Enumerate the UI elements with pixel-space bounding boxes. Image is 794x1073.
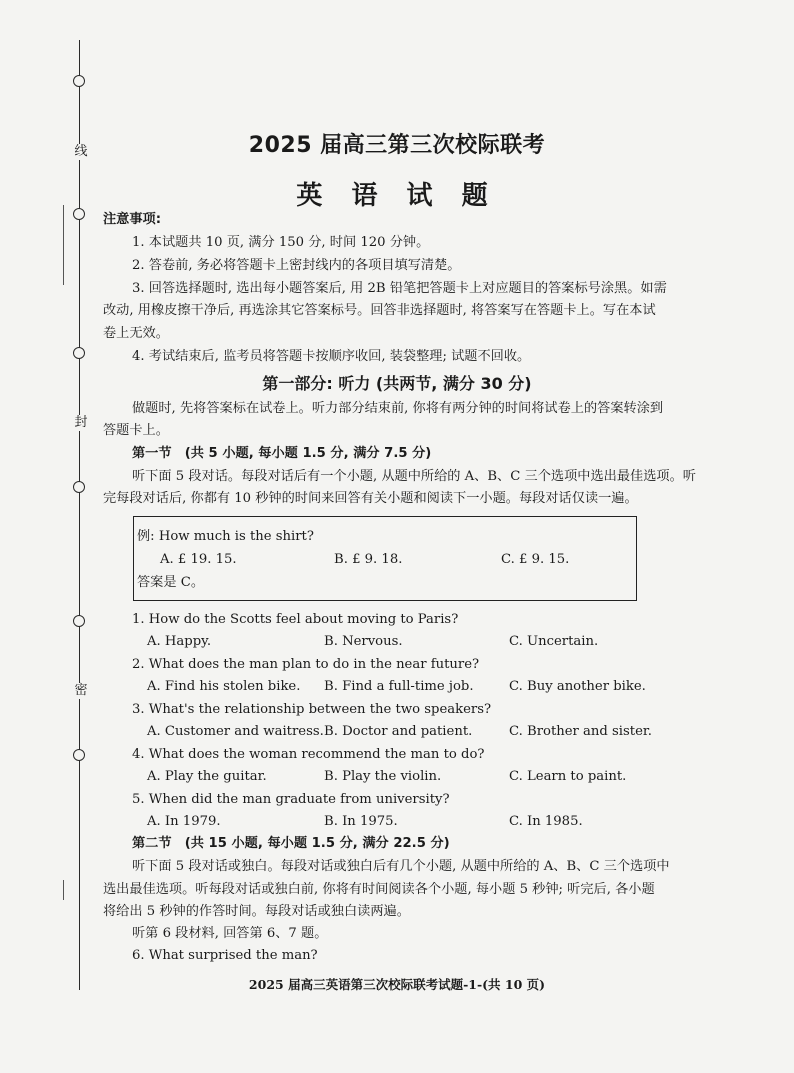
notice-item: 3. 回答选择题时, 选出每小题答案后, 用 2B 铅笔把答题卡上对应题目的答案标号涂黑。如需 (132, 281, 667, 296)
binding-circle (73, 481, 85, 493)
question-4: 4. What does the woman recommend the man to do? (132, 747, 485, 762)
question-4-option-a: A. Play the guitar. (147, 769, 267, 784)
example-answer: 答案是 C。 (137, 575, 205, 590)
question-3-option-c: C. Brother and sister. (509, 724, 652, 739)
margin-mark (63, 880, 64, 900)
part1-intro: 答题卡上。 (103, 423, 169, 438)
question-5-option-c: C. In 1985. (509, 814, 583, 829)
section1-instructions: 完每段对话后, 你都有 10 秒钟的时间来回答有关小题和阅读下一小题。每段对话仅读一遍。 (103, 491, 638, 506)
question-4-option-c: C. Learn to paint. (509, 769, 627, 784)
section1-instructions: 听下面 5 段对话。每段对话后有一个小题, 从题中所给的 A、B、C 三个选项中选出最佳选项。听 (132, 469, 696, 484)
notice-item: 改动, 用橡皮擦干净后, 再选涂其它答案标号。回答非选择题时, 将答案写在答题卡上。写在本试 (103, 303, 656, 318)
notice-heading: 注意事项: (103, 212, 162, 227)
question-4-option-b: B. Play the violin. (324, 769, 442, 784)
question-1-option-b: B. Nervous. (324, 634, 403, 649)
notice-item: 卷上无效。 (103, 326, 169, 341)
question-3: 3. What's the relationship between the two speakers? (132, 702, 492, 717)
question-2-option-c: C. Buy another bike. (509, 679, 646, 694)
binding-circle (73, 749, 85, 761)
part1-intro: 做题时, 先将答案标在试卷上。听力部分结束前, 你将有两分钟的时间将试卷上的答案转涂到 (132, 401, 664, 416)
page-footer: 2025 届高三英语第三次校际联考试题-1-(共 10 页) (248, 977, 546, 992)
binding-label-feng: 封 (70, 415, 92, 431)
question-1-option-a: A. Happy. (147, 634, 212, 649)
example-option-b: B. £ 9. 18. (334, 552, 403, 567)
question-3-option-b: B. Doctor and patient. (324, 724, 473, 739)
exam-title: 2025 届高三第三次校际联考 (248, 133, 546, 158)
example-question: 例: How much is the shirt? (137, 529, 314, 544)
question-2-option-b: B. Find a full-time job. (324, 679, 474, 694)
section2-instructions: 选出最佳选项。听每段对话或独白前, 你将有时间阅读各个小题, 每小题 5 秒钟; 听完后, 各小题 (103, 882, 655, 897)
binding-label-xian: 线 (70, 144, 92, 160)
example-option-a: A. £ 19. 15. (160, 552, 237, 567)
margin-mark (63, 205, 64, 285)
question-1-option-c: C. Uncertain. (509, 634, 599, 649)
example-option-c: C. £ 9. 15. (501, 552, 570, 567)
question-5: 5. When did the man graduate from university? (132, 792, 450, 807)
binding-circle (73, 347, 85, 359)
binding-label-mi: 密 (70, 683, 92, 699)
question-6: 6. What surprised the man? (132, 948, 318, 963)
question-2: 2. What does the man plan to do in the near future? (132, 657, 480, 672)
question-3-option-a: A. Customer and waitress. (147, 724, 324, 739)
notice-item: 4. 考试结束后, 监考员将答题卡按顺序收回, 装袋整理; 试题不回收。 (132, 349, 531, 364)
notice-item: 2. 答卷前, 务必将答题卡上密封线内的各项目填写清楚。 (132, 258, 461, 273)
notice-item: 1. 本试题共 10 页, 满分 150 分, 时间 120 分钟。 (132, 235, 430, 250)
question-5-option-a: A. In 1979. (147, 814, 221, 829)
subject-title: 英 语 试 题 (296, 181, 498, 211)
section2-instructions: 听下面 5 段对话或独白。每段对话或独白后有几个小题, 从题中所给的 A、B、C 三个选项中 (132, 859, 670, 874)
question-1: 1. How do the Scotts feel about moving to Paris? (132, 612, 459, 627)
section2-instructions: 将给出 5 秒钟的作答时间。每段对话或独白读两遍。 (103, 904, 410, 919)
part1-title: 第一部分: 听力 (共两节, 满分 30 分) (262, 374, 532, 393)
binding-circle (73, 615, 85, 627)
section1-heading: 第一节 (共 5 小题, 每小题 1.5 分, 满分 7.5 分) (132, 446, 432, 461)
material-instruction: 听第 6 段材料, 回答第 6、7 题。 (132, 926, 328, 941)
question-2-option-a: A. Find his stolen bike. (147, 679, 301, 694)
question-5-option-b: B. In 1975. (324, 814, 398, 829)
binding-circle (73, 75, 85, 87)
section2-heading: 第二节 (共 15 小题, 每小题 1.5 分, 满分 22.5 分) (132, 836, 450, 851)
